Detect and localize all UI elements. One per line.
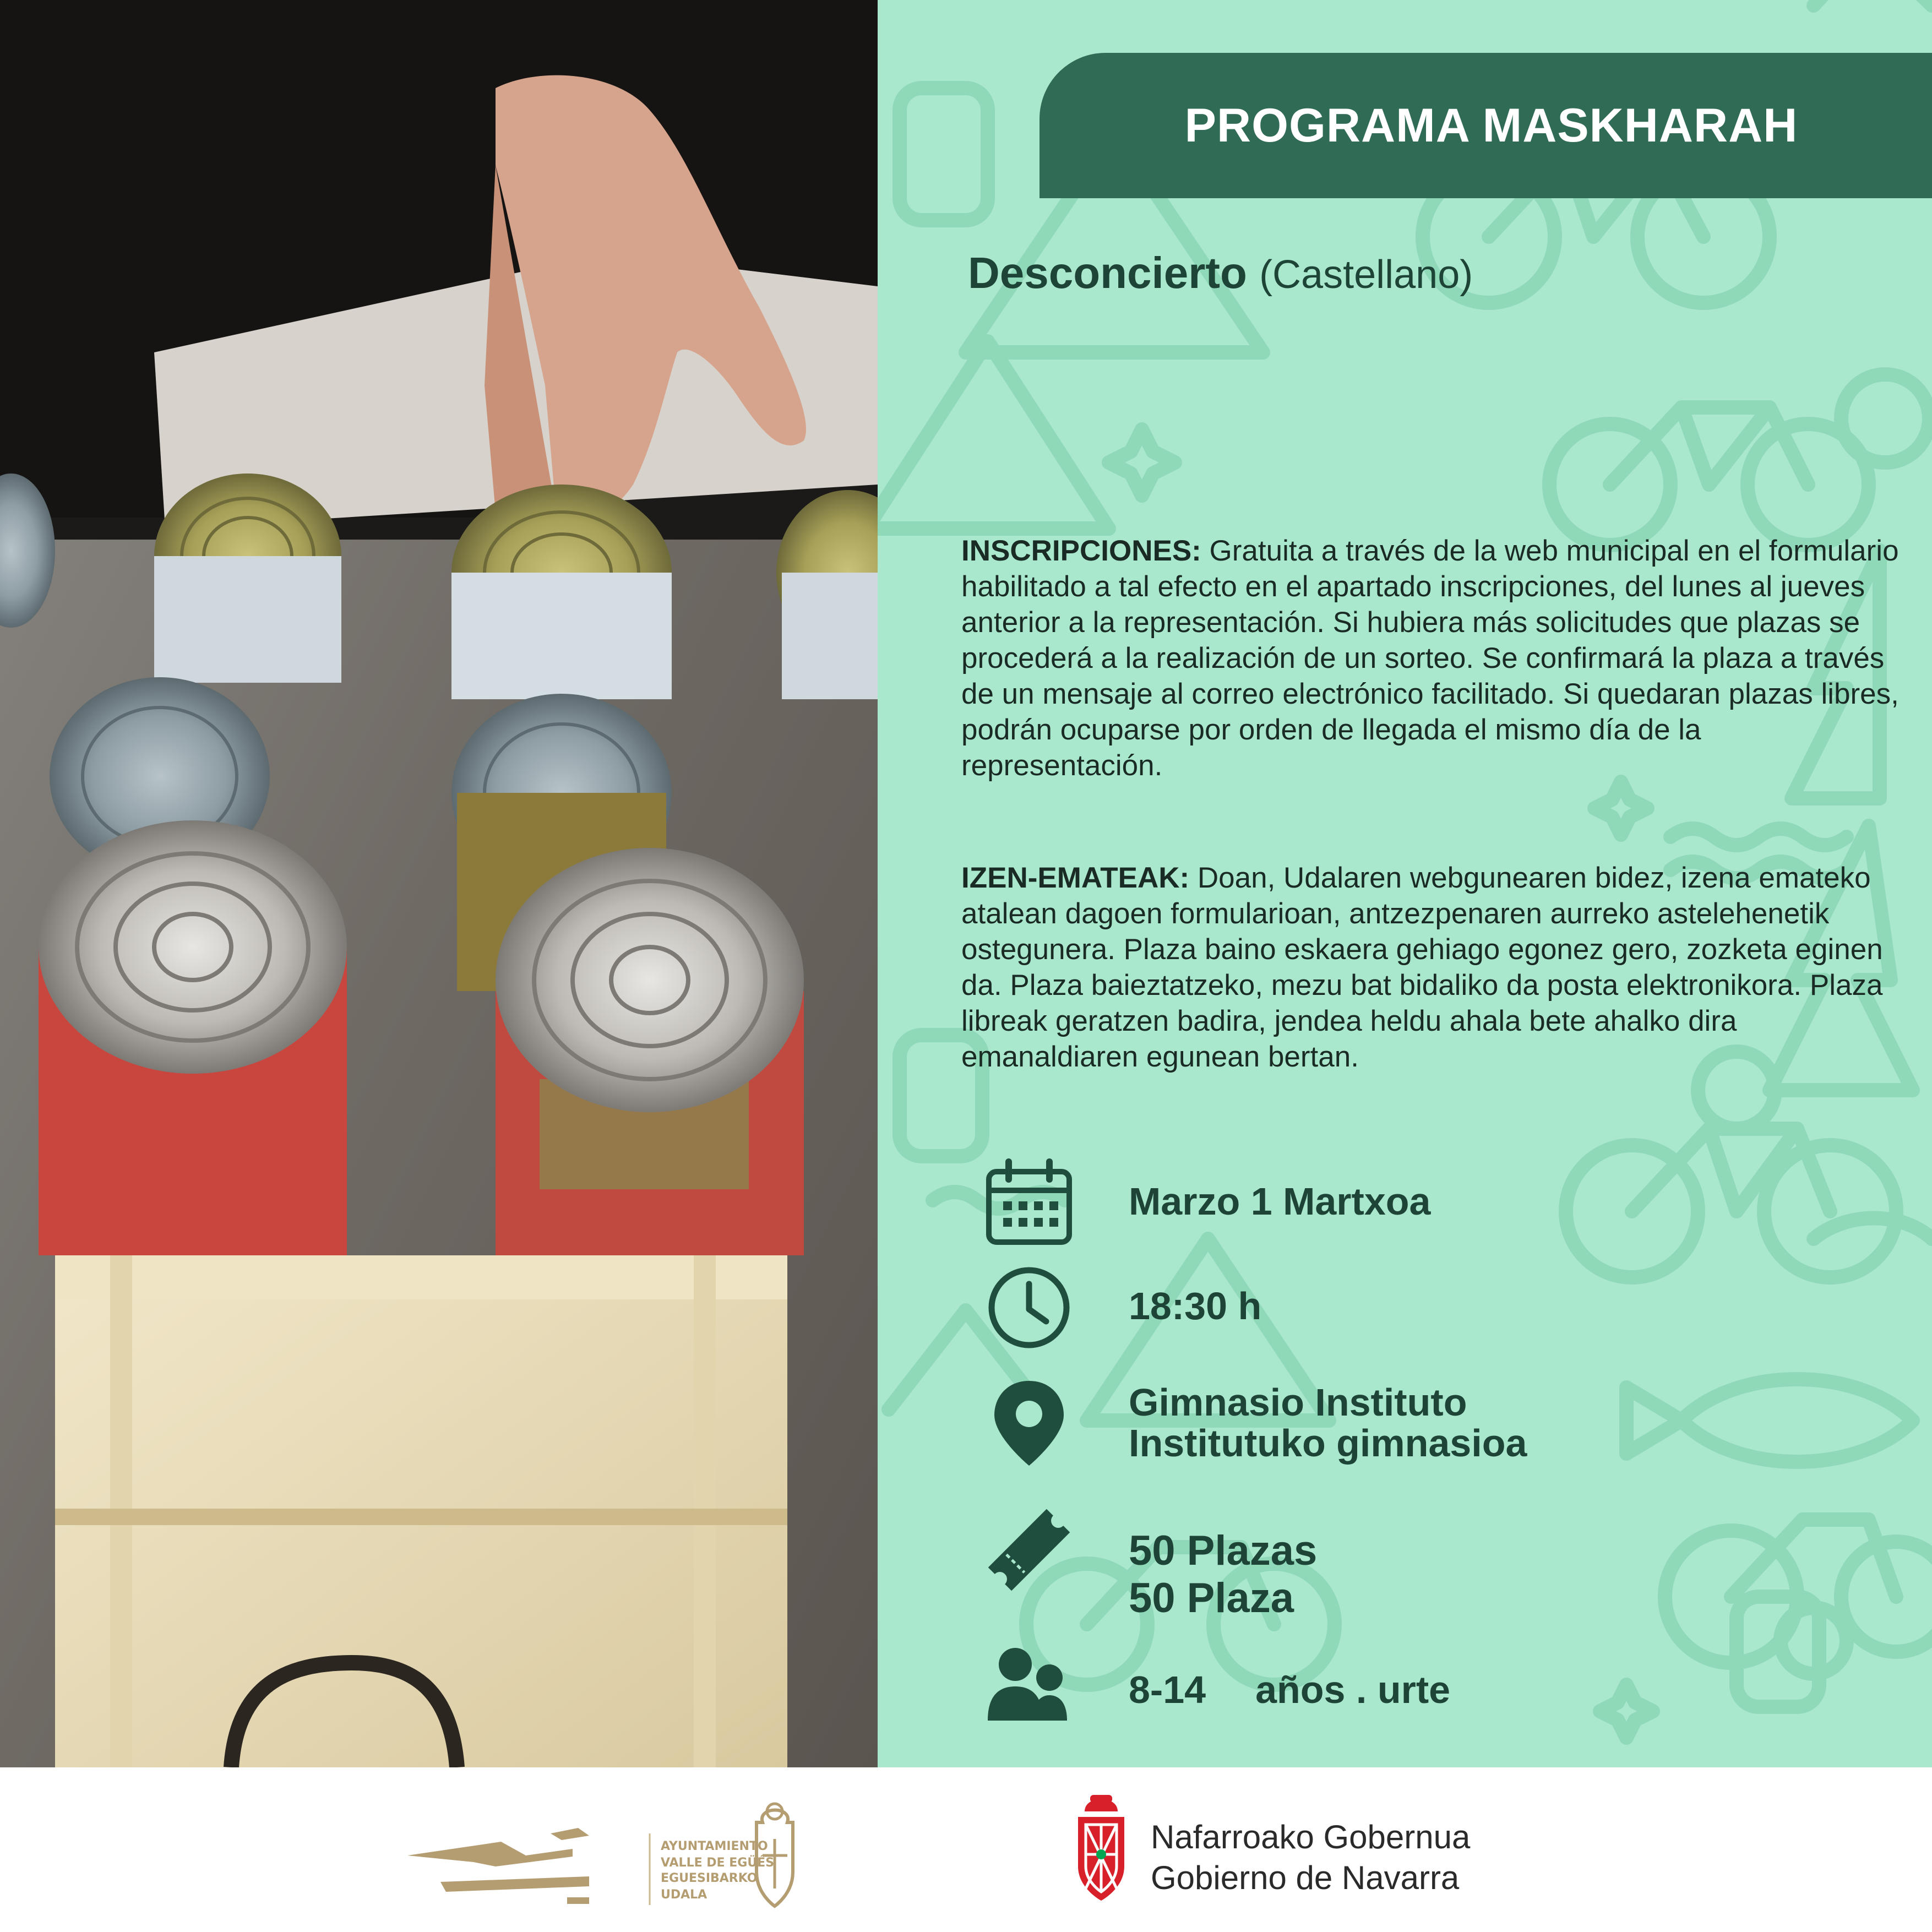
valle-line-1: AYUNTAMIENTO — [661, 1840, 768, 1853]
registration-es — [961, 533, 1903, 783]
people-icon — [982, 1638, 1076, 1732]
navarra-line-2: Gobierno de Navarra — [1151, 1859, 1460, 1896]
event-language: (Castellano) — [1259, 253, 1473, 297]
header-bar — [1040, 53, 1932, 198]
event-age — [1129, 1668, 1450, 1712]
valle-line-4: UDALA — [661, 1888, 708, 1902]
calendar-icon — [982, 1156, 1076, 1250]
ticket-icon — [982, 1503, 1076, 1597]
place-eu: Institutuko gimnasioa — [1129, 1422, 1527, 1465]
event-time: 18:30 h — [1129, 1285, 1262, 1327]
registration-es-label: INSCRIPCIONES: — [961, 535, 1201, 567]
footer — [0, 1767, 1932, 1932]
age-range: 8-14 — [1129, 1668, 1206, 1711]
registration-eu — [961, 860, 1903, 1075]
registration-es-text: Gratuita a través de la web municipal en el formulario habilitado a tal efecto en el apartado inscripciones, del lunes al jueves anterior a la representación. Si hubiera más solicitudes que plazas se procederá a la realización de un sorteo. Se confirmará la plaza a través de un mensaje al correo electrónico facilitado. Si quedaran plazas libres, podrán ocuparse por orden de llegada el mismo día de la representación. — [961, 535, 1899, 782]
event-photo — [0, 0, 878, 1767]
navarra-line-1: Nafarroako Gobernua — [1151, 1819, 1471, 1855]
navarra-shield-icon — [1074, 1789, 1129, 1905]
age-unit: años . urte — [1255, 1668, 1451, 1711]
valle-line-2: VALLE DE EGÜÉS — [661, 1856, 775, 1870]
registration-eu-label: IZEN-EMATEAK: — [961, 862, 1190, 894]
registration-eu-text: Doan, Udalaren webgunearen bidez, izena emateko atalean dagoen formularioan, antzezpenaren aurreko astelehenetik ostegunera. Plaza baino eskaera gehiago egonez gero, zozketa eginen da. Plaza baieztatzeko, mezu bat bidaliko da posta elektronikora. Plaza libreak geratzen badira, jendea heldu ahala bete ahalko dira emanaldiaren egunean bertan. — [961, 862, 1883, 1073]
event-name: Desconcierto — [968, 248, 1247, 297]
photo-cans-and-box — [0, 0, 878, 1767]
location-pin-icon — [982, 1376, 1076, 1470]
event-title — [968, 248, 1473, 298]
valle-line-3: EGUESIBARKO — [661, 1871, 758, 1885]
event-date: Marzo 1 Martxoa — [1129, 1180, 1431, 1223]
program-title: PROGRAMA MASKHARAH — [1184, 99, 1798, 152]
navarra-logo-text — [1151, 1817, 1470, 1898]
seats-es: 50 Plazas — [1129, 1527, 1318, 1574]
info-panel — [878, 0, 1932, 1767]
valle-egues-logo — [407, 1789, 804, 1916]
place-es: Gimnasio Instituto — [1129, 1381, 1467, 1424]
seats-eu: 50 Plaza — [1129, 1575, 1294, 1621]
event-place — [1129, 1382, 1527, 1463]
clock-icon — [982, 1261, 1076, 1354]
event-seats — [1129, 1527, 1317, 1622]
